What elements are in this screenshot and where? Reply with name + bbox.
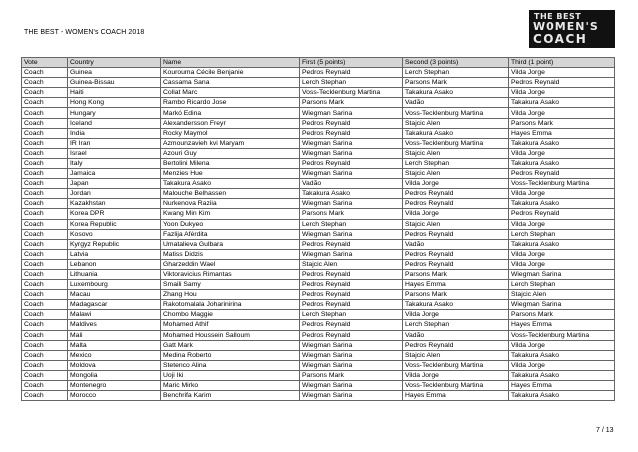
column-header-vote: Vote bbox=[22, 58, 68, 68]
country-cell: Hungary bbox=[68, 108, 161, 118]
column-header-country: Country bbox=[68, 58, 161, 68]
table-row bbox=[22, 179, 615, 189]
name-cell: Chombo Maggie bbox=[161, 310, 300, 320]
third-cell: Parsons Mark bbox=[509, 310, 615, 320]
table-row bbox=[22, 340, 615, 350]
third-cell: Takakura Asako bbox=[509, 138, 615, 148]
first-cell: Wiegman Sarina bbox=[300, 169, 403, 179]
second-cell: Voss-Tecklenburg Martina bbox=[403, 138, 509, 148]
second-cell: Stajcic Alen bbox=[403, 118, 509, 128]
table-row bbox=[22, 259, 615, 269]
country-cell: Hong Kong bbox=[68, 98, 161, 108]
third-cell: Takakura Asako bbox=[509, 239, 615, 249]
third-cell: Vilda Jorge bbox=[509, 340, 615, 350]
table-row bbox=[22, 310, 615, 320]
country-cell: Japan bbox=[68, 179, 161, 189]
second-cell: Vilda Jorge bbox=[403, 370, 509, 380]
column-header-second: Second (3 points) bbox=[403, 58, 509, 68]
table-row bbox=[22, 370, 615, 380]
second-cell: Stajcic Alen bbox=[403, 148, 509, 158]
first-cell: Wiegman Sarina bbox=[300, 148, 403, 158]
name-cell: Kourouma Cécile Benjanie bbox=[161, 68, 300, 78]
first-cell: Pedros Reynald bbox=[300, 280, 403, 290]
vote-cell: Coach bbox=[22, 249, 68, 259]
country-cell: Morocco bbox=[68, 391, 161, 401]
second-cell: Pedros Reynald bbox=[403, 249, 509, 259]
first-cell: Wiegman Sarina bbox=[300, 360, 403, 370]
name-cell: Cassama Sana bbox=[161, 78, 300, 88]
country-cell: Luxembourg bbox=[68, 280, 161, 290]
vote-cell: Coach bbox=[22, 310, 68, 320]
third-cell: Lerch Stephan bbox=[509, 229, 615, 239]
table-row bbox=[22, 391, 615, 401]
column-header-third: Third (1 point) bbox=[509, 58, 615, 68]
table-row bbox=[22, 199, 615, 209]
vote-cell: Coach bbox=[22, 189, 68, 199]
second-cell: Voss-Tecklenburg Martina bbox=[403, 381, 509, 391]
vote-cell: Coach bbox=[22, 179, 68, 189]
country-cell: Malawi bbox=[68, 310, 161, 320]
vote-cell: Coach bbox=[22, 78, 68, 88]
name-cell: Umatalieva Gulbara bbox=[161, 239, 300, 249]
name-cell: Uoji Iki bbox=[161, 370, 300, 380]
second-cell: Lerch Stephan bbox=[403, 320, 509, 330]
table-row bbox=[22, 88, 615, 98]
third-cell: Takakura Asako bbox=[509, 370, 615, 380]
table-row bbox=[22, 229, 615, 239]
third-cell: Pedros Reynald bbox=[509, 169, 615, 179]
second-cell: Pedros Reynald bbox=[403, 259, 509, 269]
country-cell: Iceland bbox=[68, 118, 161, 128]
vote-cell: Coach bbox=[22, 199, 68, 209]
vote-cell: Coach bbox=[22, 320, 68, 330]
third-cell: Takakura Asako bbox=[509, 158, 615, 168]
second-cell: Pedros Reynald bbox=[403, 340, 509, 350]
first-cell: Voss-Tecklenburg Martina bbox=[300, 88, 403, 98]
vote-cell: Coach bbox=[22, 68, 68, 78]
second-cell: Vilda Jorge bbox=[403, 179, 509, 189]
second-cell: Pedros Reynald bbox=[403, 229, 509, 239]
first-cell: Wiegman Sarina bbox=[300, 340, 403, 350]
first-cell: Lerch Stephan bbox=[300, 310, 403, 320]
first-cell: Pedros Reynald bbox=[300, 290, 403, 300]
first-cell: Pedros Reynald bbox=[300, 330, 403, 340]
third-cell: Pedros Reynald bbox=[509, 78, 615, 88]
vote-cell: Coach bbox=[22, 138, 68, 148]
country-cell: Jamaica bbox=[68, 169, 161, 179]
name-cell: Benchrifa Karim bbox=[161, 391, 300, 401]
first-cell: Wiegman Sarina bbox=[300, 229, 403, 239]
name-cell: Viktoravicius Rimantas bbox=[161, 269, 300, 279]
first-cell: Lerch Stephan bbox=[300, 78, 403, 88]
table-row bbox=[22, 360, 615, 370]
vote-cell: Coach bbox=[22, 391, 68, 401]
logo-line-3: COACH bbox=[533, 32, 588, 46]
vote-cell: Coach bbox=[22, 108, 68, 118]
name-cell: Malouche Belhassen bbox=[161, 189, 300, 199]
table-row bbox=[22, 118, 615, 128]
name-cell: Azouri Guy bbox=[161, 148, 300, 158]
country-cell: India bbox=[68, 128, 161, 138]
first-cell: Pedros Reynald bbox=[300, 300, 403, 310]
third-cell: Parsons Mark bbox=[509, 118, 615, 128]
table-row bbox=[22, 209, 615, 219]
country-cell: Madagascar bbox=[68, 300, 161, 310]
first-cell: Wiegman Sarina bbox=[300, 391, 403, 401]
second-cell: Parsons Mark bbox=[403, 290, 509, 300]
vote-cell: Coach bbox=[22, 158, 68, 168]
vote-cell: Coach bbox=[22, 209, 68, 219]
country-cell: Korea DPR bbox=[68, 209, 161, 219]
name-cell: Zhang Hou bbox=[161, 290, 300, 300]
column-header-first: First (5 points) bbox=[300, 58, 403, 68]
second-cell: Hayes Emma bbox=[403, 391, 509, 401]
name-cell: Kwang Min Kim bbox=[161, 209, 300, 219]
third-cell: Wiegman Sarina bbox=[509, 300, 615, 310]
third-cell: Hayes Emma bbox=[509, 128, 615, 138]
country-cell: Kosovo bbox=[68, 229, 161, 239]
name-cell: Gharzeddin Wael bbox=[161, 259, 300, 269]
third-cell: Vilda Jorge bbox=[509, 68, 615, 78]
country-cell: Guinea bbox=[68, 68, 161, 78]
name-cell: Fazlija Afėrdita bbox=[161, 229, 300, 239]
name-cell: Markó Edina bbox=[161, 108, 300, 118]
second-cell: Vilda Jorge bbox=[403, 209, 509, 219]
third-cell: Voss-Tecklenburg Martina bbox=[509, 179, 615, 189]
name-cell: Rambo Ricardo Jose bbox=[161, 98, 300, 108]
name-cell: Mohamed Houssein Salloum bbox=[161, 330, 300, 340]
second-cell: Pedros Reynald bbox=[403, 189, 509, 199]
second-cell: Takakura Asako bbox=[403, 128, 509, 138]
vote-cell: Coach bbox=[22, 330, 68, 340]
second-cell: Lerch Stephan bbox=[403, 68, 509, 78]
name-cell: Azmounzavieh kvi Maryam bbox=[161, 138, 300, 148]
third-cell: Vilda Jorge bbox=[509, 259, 615, 269]
vote-cell: Coach bbox=[22, 148, 68, 158]
votes-table bbox=[21, 57, 615, 401]
vote-cell: Coach bbox=[22, 360, 68, 370]
table-row bbox=[22, 98, 615, 108]
country-cell: Kyrgyz Republic bbox=[68, 239, 161, 249]
second-cell: Vadão bbox=[403, 239, 509, 249]
page-number: 7 / 13 bbox=[596, 427, 614, 434]
country-cell: Israel bbox=[68, 148, 161, 158]
logo-line-2: W0MEN'S bbox=[533, 20, 599, 33]
vote-cell: Coach bbox=[22, 280, 68, 290]
first-cell: Wiegman Sarina bbox=[300, 249, 403, 259]
name-cell: Stetenco Alina bbox=[161, 360, 300, 370]
third-cell: Vilda Jorge bbox=[509, 108, 615, 118]
third-cell: Vilda Jorge bbox=[509, 219, 615, 229]
country-cell: Lithuania bbox=[68, 269, 161, 279]
third-cell: Vilda Jorge bbox=[509, 148, 615, 158]
country-cell: Latvia bbox=[68, 249, 161, 259]
second-cell: Voss-Tecklenburg Martina bbox=[403, 108, 509, 118]
third-cell: Takakura Asako bbox=[509, 350, 615, 360]
first-cell: Pedros Reynald bbox=[300, 269, 403, 279]
column-header-name: Name bbox=[161, 58, 300, 68]
table-row bbox=[22, 269, 615, 279]
third-cell: Hayes Emma bbox=[509, 381, 615, 391]
table-row bbox=[22, 219, 615, 229]
vote-cell: Coach bbox=[22, 290, 68, 300]
table-row bbox=[22, 381, 615, 391]
name-cell: Alexandersson Freyr bbox=[161, 118, 300, 128]
third-cell: Hayes Emma bbox=[509, 320, 615, 330]
second-cell: Hayes Emma bbox=[403, 280, 509, 290]
country-cell: Italy bbox=[68, 158, 161, 168]
vote-cell: Coach bbox=[22, 300, 68, 310]
first-cell: Stajcic Alen bbox=[300, 259, 403, 269]
second-cell: Parsons Mark bbox=[403, 78, 509, 88]
vote-cell: Coach bbox=[22, 381, 68, 391]
second-cell: Stajcic Alen bbox=[403, 219, 509, 229]
table-body bbox=[22, 68, 615, 401]
country-cell: Haiti bbox=[68, 88, 161, 98]
first-cell: Parsons Mark bbox=[300, 98, 403, 108]
third-cell: Takakura Asako bbox=[509, 199, 615, 209]
name-cell: Maric Mirko bbox=[161, 381, 300, 391]
table-row bbox=[22, 249, 615, 259]
name-cell: Smaili Samy bbox=[161, 280, 300, 290]
first-cell: Wiegman Sarina bbox=[300, 108, 403, 118]
first-cell: Pedros Reynald bbox=[300, 239, 403, 249]
second-cell: Parsons Mark bbox=[403, 269, 509, 279]
table-row bbox=[22, 320, 615, 330]
table-row bbox=[22, 330, 615, 340]
first-cell: Lerch Stephan bbox=[300, 219, 403, 229]
third-cell: Voss-Tecklenburg Martina bbox=[509, 330, 615, 340]
third-cell: Vilda Jorge bbox=[509, 88, 615, 98]
third-cell: Lerch Stephan bbox=[509, 280, 615, 290]
first-cell: Parsons Mark bbox=[300, 370, 403, 380]
third-cell: Vilda Jorge bbox=[509, 360, 615, 370]
first-cell: Vadão bbox=[300, 179, 403, 189]
first-cell: Wiegman Sarina bbox=[300, 199, 403, 209]
first-cell: Parsons Mark bbox=[300, 209, 403, 219]
second-cell: Voss-Tecklenburg Martina bbox=[403, 360, 509, 370]
document-title: THE BEST - WOMEN's COACH 2018 bbox=[24, 29, 145, 36]
table-row bbox=[22, 68, 615, 78]
country-cell: Macau bbox=[68, 290, 161, 300]
first-cell: Pedros Reynald bbox=[300, 118, 403, 128]
first-cell: Wiegman Sarina bbox=[300, 138, 403, 148]
name-cell: Mohamed Athif bbox=[161, 320, 300, 330]
first-cell: Pedros Reynald bbox=[300, 320, 403, 330]
table-row bbox=[22, 148, 615, 158]
vote-cell: Coach bbox=[22, 118, 68, 128]
second-cell: Lerch Stephan bbox=[403, 158, 509, 168]
first-cell: Takakura Asako bbox=[300, 189, 403, 199]
vote-cell: Coach bbox=[22, 370, 68, 380]
table-row bbox=[22, 189, 615, 199]
table-row bbox=[22, 138, 615, 148]
table-row bbox=[22, 108, 615, 118]
vote-cell: Coach bbox=[22, 259, 68, 269]
third-cell: Takakura Asako bbox=[509, 391, 615, 401]
second-cell: Takakura Asako bbox=[403, 88, 509, 98]
second-cell: Vadão bbox=[403, 98, 509, 108]
country-cell: Guinea-Bissau bbox=[68, 78, 161, 88]
third-cell: Pedros Reynald bbox=[509, 209, 615, 219]
country-cell: IR Iran bbox=[68, 138, 161, 148]
name-cell: Nurkenova Raziia bbox=[161, 199, 300, 209]
first-cell: Pedros Reynald bbox=[300, 68, 403, 78]
table-row bbox=[22, 350, 615, 360]
name-cell: Takakura Asako bbox=[161, 179, 300, 189]
country-cell: Mongolia bbox=[68, 370, 161, 380]
second-cell: Stajcic Alen bbox=[403, 169, 509, 179]
second-cell: Vadão bbox=[403, 330, 509, 340]
table-row bbox=[22, 290, 615, 300]
name-cell: Yoon Dukyeo bbox=[161, 219, 300, 229]
name-cell: Matiss Didzis bbox=[161, 249, 300, 259]
name-cell: Rakotomalala Joharinirina bbox=[161, 300, 300, 310]
country-cell: Malta bbox=[68, 340, 161, 350]
second-cell: Pedros Reynald bbox=[403, 199, 509, 209]
country-cell: Korea Republic bbox=[68, 219, 161, 229]
country-cell: Moldova bbox=[68, 360, 161, 370]
vote-cell: Coach bbox=[22, 169, 68, 179]
table-header-row bbox=[22, 58, 615, 68]
name-cell: Gatt Mark bbox=[161, 340, 300, 350]
third-cell: Wiegman Sarina bbox=[509, 269, 615, 279]
second-cell: Vilda Jorge bbox=[403, 310, 509, 320]
second-cell: Stajcic Alen bbox=[403, 350, 509, 360]
first-cell: Wiegman Sarina bbox=[300, 350, 403, 360]
third-cell: Stajcic Alen bbox=[509, 290, 615, 300]
vote-cell: Coach bbox=[22, 128, 68, 138]
vote-cell: Coach bbox=[22, 350, 68, 360]
country-cell: Montenegro bbox=[68, 381, 161, 391]
country-cell: Kazakhstan bbox=[68, 199, 161, 209]
table-row bbox=[22, 128, 615, 138]
country-cell: Maldives bbox=[68, 320, 161, 330]
vote-cell: Coach bbox=[22, 98, 68, 108]
table-row bbox=[22, 239, 615, 249]
table-row bbox=[22, 169, 615, 179]
table-row bbox=[22, 280, 615, 290]
vote-cell: Coach bbox=[22, 229, 68, 239]
first-cell: Wiegman Sarina bbox=[300, 381, 403, 391]
name-cell: Rocky Maymol bbox=[161, 128, 300, 138]
first-cell: Pedros Reynald bbox=[300, 158, 403, 168]
name-cell: Menzies Hue bbox=[161, 169, 300, 179]
vote-cell: Coach bbox=[22, 239, 68, 249]
name-cell: Medina Roberto bbox=[161, 350, 300, 360]
table-row bbox=[22, 78, 615, 88]
country-cell: Jordan bbox=[68, 189, 161, 199]
country-cell: Mali bbox=[68, 330, 161, 340]
second-cell: Takakura Asako bbox=[403, 300, 509, 310]
country-cell: Mexico bbox=[68, 350, 161, 360]
third-cell: Takakura Asako bbox=[509, 98, 615, 108]
name-cell: Collat Marc bbox=[161, 88, 300, 98]
the-best-womens-coach-logo bbox=[529, 10, 615, 48]
vote-cell: Coach bbox=[22, 88, 68, 98]
table-row bbox=[22, 300, 615, 310]
first-cell: Pedros Reynald bbox=[300, 128, 403, 138]
country-cell: Lebanon bbox=[68, 259, 161, 269]
table-row bbox=[22, 158, 615, 168]
logo-line-1: THE BEST bbox=[534, 12, 582, 21]
vote-cell: Coach bbox=[22, 269, 68, 279]
name-cell: Bertolini Milena bbox=[161, 158, 300, 168]
vote-cell: Coach bbox=[22, 340, 68, 350]
third-cell: Vilda Jorge bbox=[509, 189, 615, 199]
third-cell: Vilda Jorge bbox=[509, 249, 615, 259]
vote-cell: Coach bbox=[22, 219, 68, 229]
